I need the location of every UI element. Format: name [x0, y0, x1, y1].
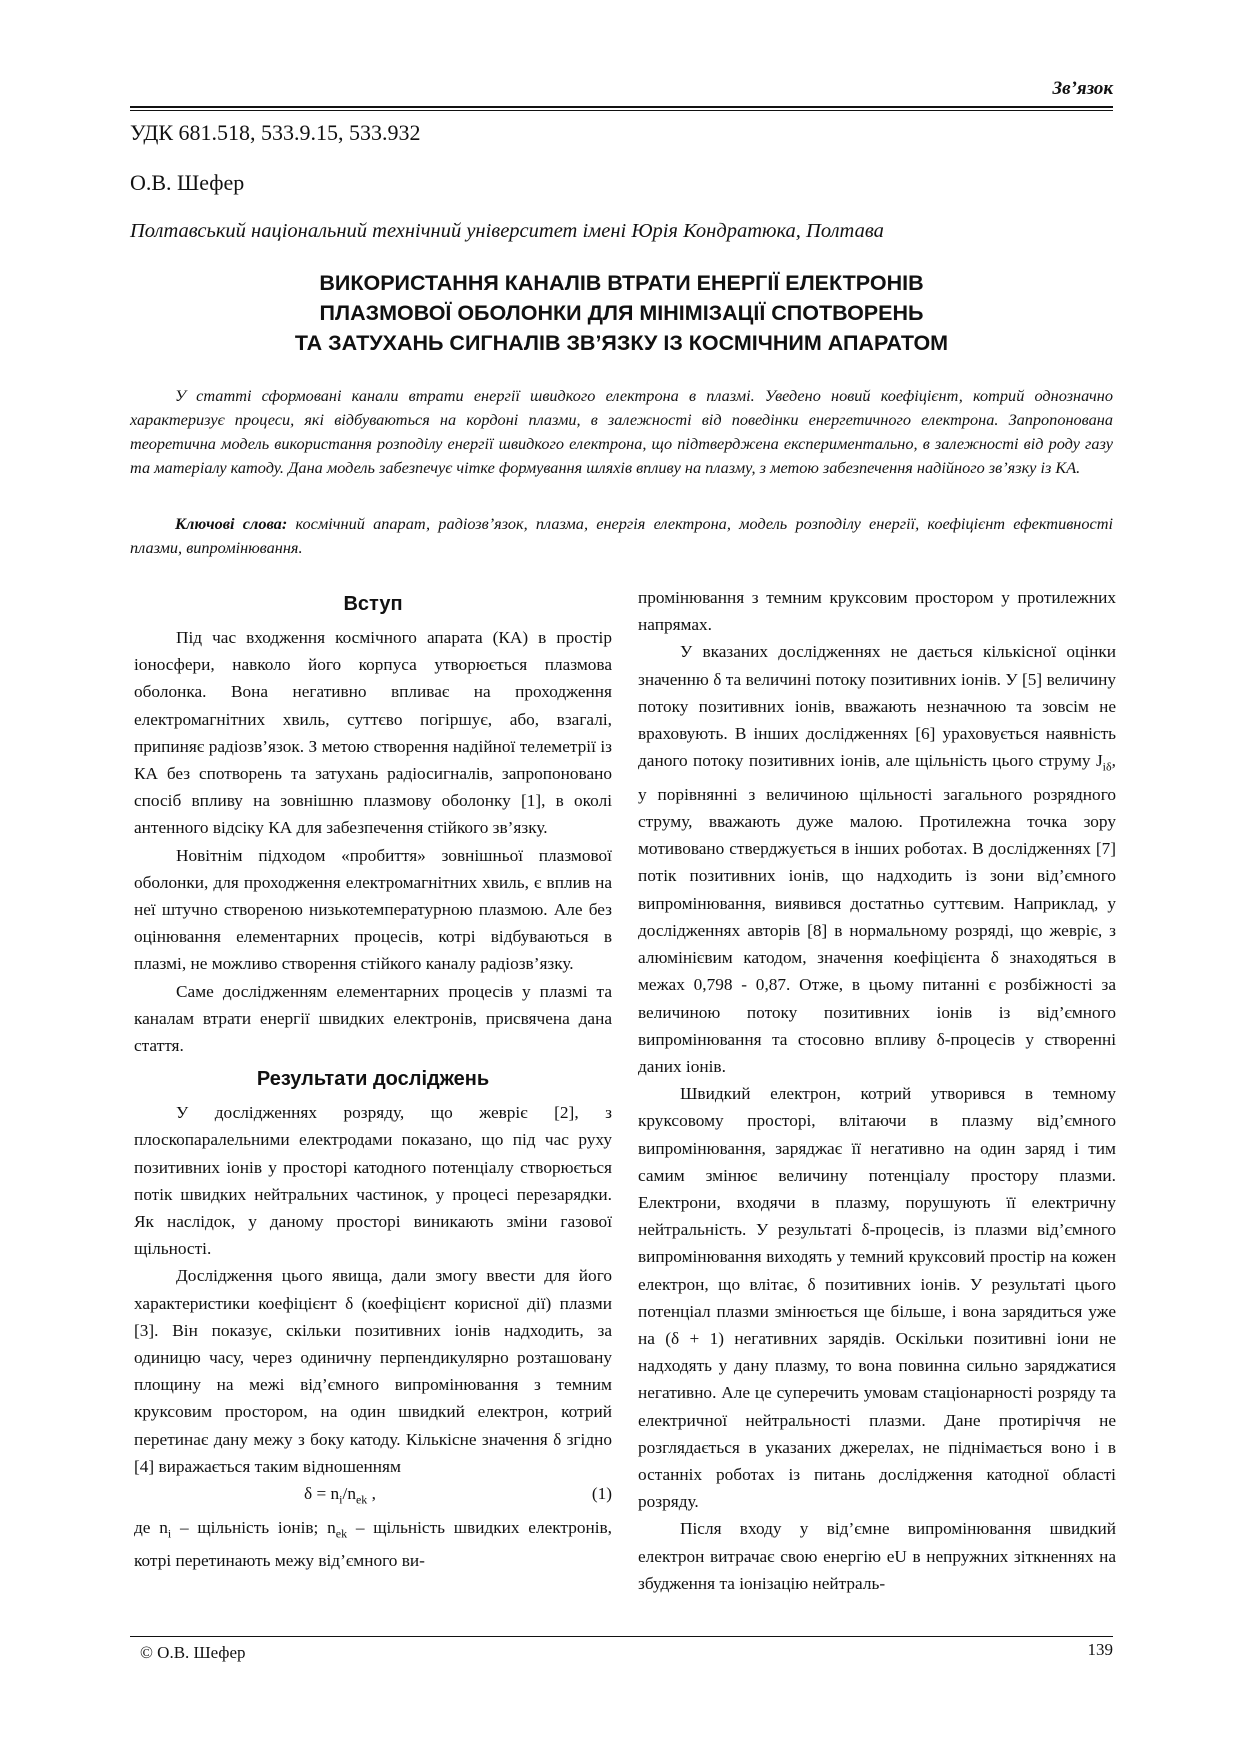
- eq-part: δ = n: [304, 1484, 340, 1504]
- eq-sub: i: [339, 1492, 343, 1507]
- paragraph: У дослідженнях розряду, що жевріє [2], з плоскопаралельними електродами показано, що під час руху позитивних іонів у просторі катодного потенціалу створюється потік швидких нейтральних частинок, у процесі перезарядки. Як наслідок, у даному просторі виникають зміни газової щільності.: [134, 1103, 612, 1259]
- title-line: ВИКОРИСТАННЯ КАНАЛІВ ВТРАТИ ЕНЕРГІЇ ЕЛЕКТРОНІВ: [319, 271, 924, 295]
- paragraph: [638, 638, 1116, 1080]
- left-column: [134, 584, 612, 1575]
- paragraph: промінювання з темним круксовим простором у протилежних напрямах.: [638, 588, 1116, 635]
- footer-divider: [130, 1636, 1113, 1637]
- paragraph: Новітнім підходом «пробиття» зовнішньої плазмової оболонки, для проходження електромагнітних хвиль, є вплив на неї штучно створеною низькотемпературною плазмою. Але без оцінювання елементарних процесів, котрі відбуваються в плазмі, не можливо створення стійкого каналу радіозв’язку.: [134, 845, 612, 974]
- paragraph: [134, 1514, 612, 1575]
- author: О.В. Шефер: [130, 170, 245, 195]
- text: – щільність іонів; n: [171, 1517, 336, 1537]
- abstract: У статті сформовані канали втрати енергії швидкого електрона в плазмі. Уведено новий коефіцієнт, котрий однозначно характеризує процеси, які відбуваються на кордоні плазми, в залежності від поведінки енергетичного електрона. Запропонована теоретична модель використання розподілу енергії швидкого електрона, що підтверджена експериментально, в залежності від роду газу та матеріалу катоду. Дана модель забезпечує чітке формування шляхів впливу на плазму, з метою забезпечення надійного зв’язку із КА.: [130, 386, 1113, 477]
- section-heading-results: Результати досліджень: [256, 1068, 490, 1091]
- text: – щільність швидких електронів, котрі перетинають межу від’ємного ви-: [134, 1517, 613, 1571]
- text: У вказаних дослідженнях не дається кількісної оцінки значенню δ та величині потоку позитивних іонів. У [5] величину потоку позитивних іонів, вважають незначною та зовсім не враховують. В інших дослідженнях [6] ураховується наявність даного потоку позитивних іонів, але щільність цього струму J: [638, 642, 1116, 771]
- paragraph: Саме дослідженням елементарних процесів у плазмі та каналам втрати енергії швидких електронів, присвячена дана стаття.: [134, 981, 612, 1056]
- paragraph: Після входу у від’ємне випромінювання швидкий електрон витрачає свою енергію eU в непружних зіткненнях на збудження та іонізацію нейтраль-: [638, 1519, 1116, 1593]
- page-number: 139: [1087, 1640, 1113, 1659]
- running-head: Зв’язок: [1052, 78, 1113, 99]
- equation-number: (1): [591, 1484, 612, 1504]
- keywords-text: космічний апарат, радіозв’язок, плазма, енергія електрона, модель розподілу енергії, коефіцієнт ефективності плазми, випромінювання.: [130, 514, 1113, 557]
- keywords-label: Ключові слова:: [175, 514, 288, 533]
- text: , у порівнянні з величиною щільності загального розрядного струму, вважають дуже малою. Протилежна точка зору мотивовано стверджується в інших роботах. В дослідженнях [7] потік позитивних іонів, що надходить із зони від’ємного випромінювання, виявився достатньо суттєвим. Наприклад, у дослідженнях авторів [8] в нормальному розряді, що жевріє, з алюмінієвим катодом, значення коефіцієнта δ знаходяться в межах 0,798 - 0,87. Отже, в цьому питанні є розбіжності за величиною потоку позитивних іонів із від’ємного випромінювання та стосовно впливу δ-процесів у створенні даних іонів.: [638, 751, 1116, 1076]
- title-line: ПЛАЗМОВОЇ ОБОЛОНКИ ДЛЯ МІНІМІЗАЦІЇ СПОТВОРЕНЬ: [319, 301, 924, 325]
- affiliation: Полтавський національний технічний університет імені Юрія Кондратюка, Полтава: [130, 220, 884, 242]
- title-line: ТА ЗАТУХАНЬ СИГНАЛІВ ЗВ’ЯЗКУ ІЗ КОСМІЧНИМ АПАРАТОМ: [294, 331, 949, 355]
- copyright: © О.В. Шефер: [140, 1643, 246, 1662]
- equation-1: [134, 1480, 612, 1514]
- eq-sub: ek: [355, 1492, 368, 1507]
- paper-title: [130, 268, 1113, 358]
- paragraph: Під час входження космічного апарата (КА) в простір іоносфери, навколо його корпуса утворюється плазмова оболонка. Вона негативно впливає на проходження електромагнітних хвиль, суттєво погіршує, або, взагалі, припиняє радіозв’язок. З метою створення надійної телеметрії із КА без спотворень та затухань радіосигналів, запропоновано спосіб впливу на зовнішню плазмову оболонку [1], в околі антенного відсіку КА для забезпечення стійкого зв’язку.: [134, 628, 612, 838]
- keywords: [130, 512, 1113, 560]
- eq-part: ,: [367, 1484, 376, 1504]
- eq-part: /n: [342, 1484, 356, 1504]
- udk-code: УДК 681.518, 533.9.15, 533.932: [130, 120, 421, 145]
- text: де n: [134, 1517, 168, 1537]
- equation-body: [304, 1480, 376, 1514]
- right-column: [638, 584, 1116, 1597]
- paragraph: Швидкий електрон, котрий утворився в темному круксовому просторі, влітаючи в плазму від’ємного випромінювання, заряджає її негативно на один заряд і тим самим змінює величину потенціалу простору плазми. Електрони, входячи в плазму, порушують її електричну нейтральність. У результаті δ-процесів, із плазми від’ємного випромінювання виходять у темний круксовий простір на кожен електрон, що влітає, δ позитивних іонів. У результаті цього потенціал плазми змінюється ще більше, і вона зарядиться уже на (δ + 1) негативних зарядів. Оскільки позитивні іони не надходять у дану плазму, то вона повинна сильно заряджатися негативно. Але це суперечить умовам стаціонарності розряду та електричної нейтральності плазми. Дане протиріччя не розглядається в указаних джерелах, не піднімається воно і в останніх роботах із питань дослідження катодної області розряду.: [638, 1084, 1116, 1512]
- sub: ek: [335, 1526, 348, 1541]
- header-divider: [130, 106, 1113, 111]
- section-heading-intro: Вступ: [343, 593, 403, 615]
- sub: i: [167, 1526, 172, 1541]
- sub: iδ: [1102, 759, 1112, 774]
- paragraph: Дослідження цього явища, дали змогу ввести для його характеристики коефіцієнт δ (коефіцієнт корисної дії) плазми [3]. Він показує, скільки позитивних іонів надходить, за одиницю часу, через одиничну перпендикулярно розташовану площину на межі від’ємного випромінювання з темним круксовим простором, на один швидкий електрон, котрий перетинає дану межу з боку катоду. Кількісне значення δ згідно [4] виражається таким відношенням: [134, 1266, 612, 1476]
